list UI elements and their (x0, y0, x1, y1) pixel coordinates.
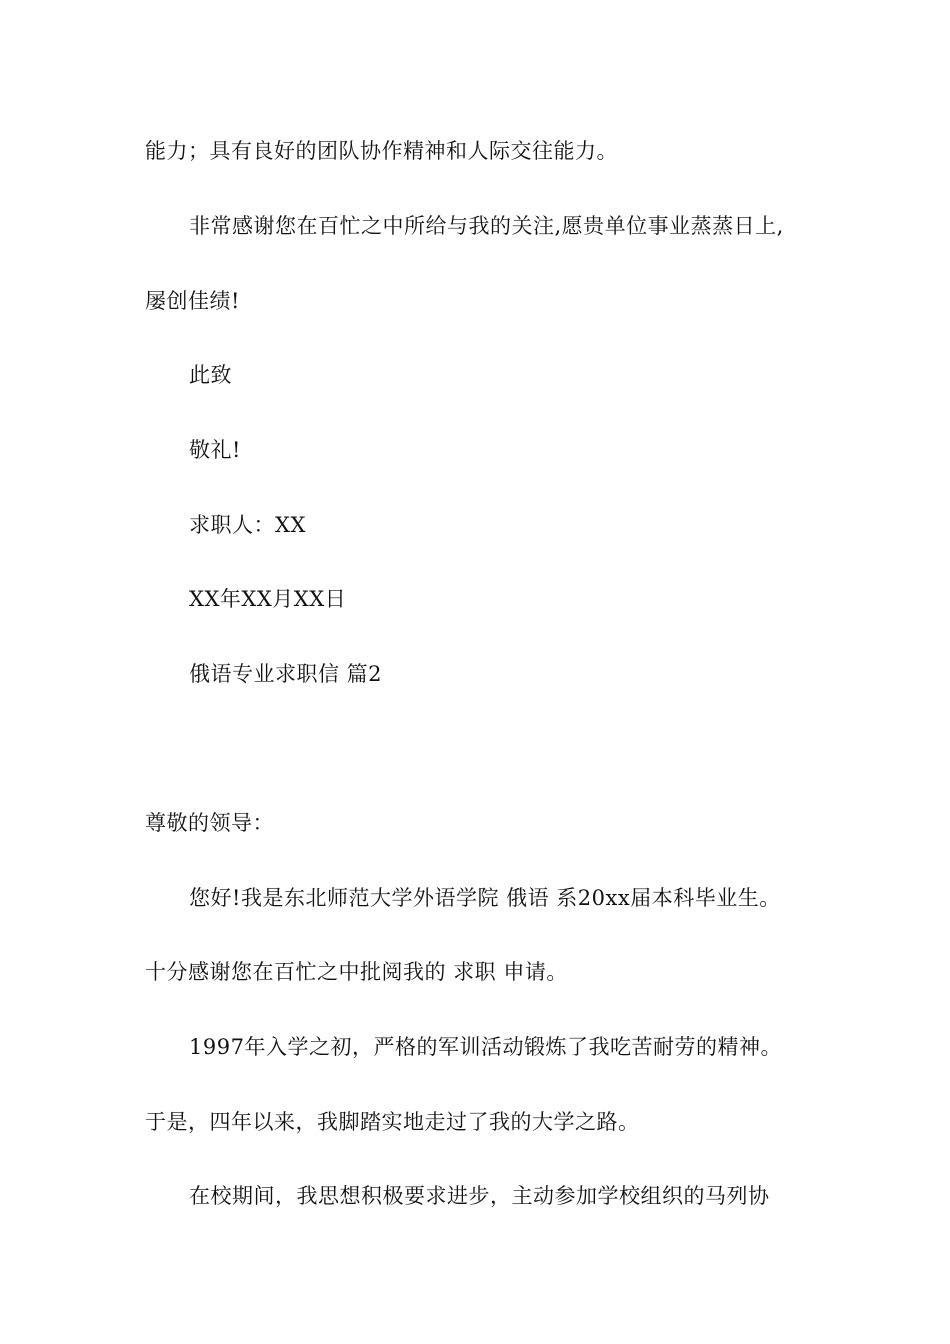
paragraph-line: 能力；具有良好的团队协作精神和人际交往能力。 (145, 139, 618, 163)
greeting-line: 尊敬的领导： (145, 811, 274, 835)
closing-phrase: 此致 (189, 363, 232, 387)
section-title: 俄语专业求职信 篇2 (189, 662, 383, 686)
date-line: XX年XX月XX日 (189, 587, 347, 611)
paragraph-line: 屡创佳绩! (145, 289, 240, 313)
paragraph-line: 十分感谢您在百忙之中批阅我的 求职 申请。 (145, 960, 568, 984)
paragraph-line: 在校期间，我思想积极要求进步，主动参加学校组织的马列协 (189, 1184, 770, 1208)
paragraph-line: 于是，四年以来，我脚踏实地走过了我的大学之路。 (145, 1110, 640, 1134)
paragraph-line: 您好!我是东北师范大学外语学院 俄语 系20xx届本科毕业生。 (189, 886, 781, 910)
closing-salutation: 敬礼! (189, 438, 241, 462)
paragraph-line: 1997年入学之初，严格的军训活动锻炼了我吃苦耐劳的精神。 (189, 1035, 782, 1059)
paragraph-line: 非常感谢您在百忙之中所给与我的关注,愿贵单位事业蒸蒸日上, (189, 214, 784, 238)
signature-line: 求职人：XX (189, 513, 306, 537)
